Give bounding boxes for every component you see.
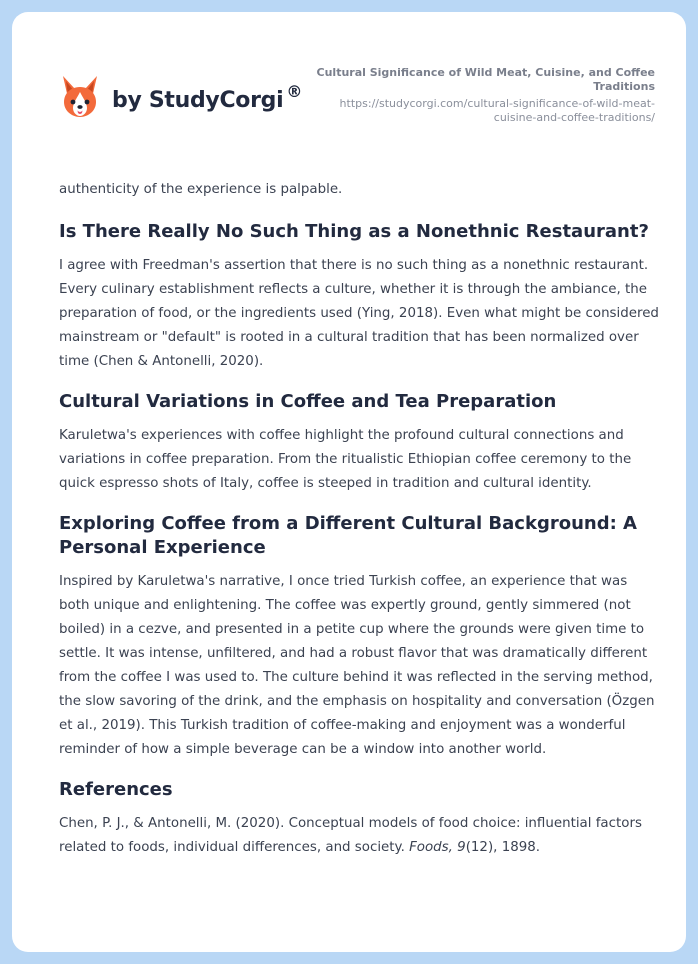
brand-name: by StudyCorgi ® [112,81,303,113]
reference-item [59,812,659,860]
section-paragraph-personal-experience: Inspired by Karuletwa's narrative, I once tried Turkish coffee, an experience that was both unique and enlightening. The coffee was expertly ground, gently simmered (not boiled) in a cezve, and presented in a petite cup where the grounds were given time to settle. It was intense, unfiltered, and had a robust flavor that was dramatically different from the coffee I was used to. The culture behind it was reflected in the serving method, the slow savoring of the drink, and the emphasis on hospitality and conversation (Özgen et al., 2019). This Turkish tradition of coffee-making and enjoyment was a wonderful reminder of how a simple beverage can be a window into another world. [59,574,655,757]
section-paragraph-coffee-tea: Karuletwa's experiences with coffee highlight the profound cultural connections and variations in coffee preparation. From the ritualistic Ethiopian coffee ceremony to the quick espresso shots of Italy, coffee is steeped in tradition and cultural identity. [59,428,632,491]
studycorgi-logo[interactable] [60,74,302,118]
document-title: Cultural Significance of Wild Meat, Cuisine, and Coffee Traditions [316,66,655,93]
registered-mark: ® [286,81,303,101]
references-heading: References [59,779,173,800]
document-url[interactable]: https://studycorgi.com/cultural-significance-of-wild-meat-cuisine-and-coffee-traditions/ [339,97,655,124]
section-heading-nonethnic: Is There Really No Such Thing as a Nonethnic Restaurant? [59,221,649,242]
document-body [59,178,659,860]
document-meta [315,66,655,125]
reference-issue: (12), 1898. [465,840,541,855]
reference-text: Chen, P. J., & Antonelli, M. (2020). Conceptual models of food choice: influential factors related to foods, individual differences, and society. [59,816,642,855]
section-heading-personal-experience: Exploring Coffee from a Different Cultural Background: A Personal Experience [59,513,637,558]
reference-journal: Foods, 9 [409,840,466,855]
document-page [12,12,686,952]
section-heading-coffee-tea: Cultural Variations in Coffee and Tea Preparation [59,391,557,412]
intro-paragraph: authenticity of the experience is palpable. [59,182,343,197]
section-paragraph-nonethnic: I agree with Freedman's assertion that there is no such thing as a nonethnic restaurant. Every culinary establishment reflects a culture, whether it is through the ambiance, the preparation of food, or the ingredients used (Ying, 2018). Even what might be considered mainstream or "default" is rooted in a cultural tradition that has been normalized over time (Chen & Antonelli, 2020). [59,258,659,369]
page-header [12,12,686,152]
corgi-icon [60,74,100,118]
